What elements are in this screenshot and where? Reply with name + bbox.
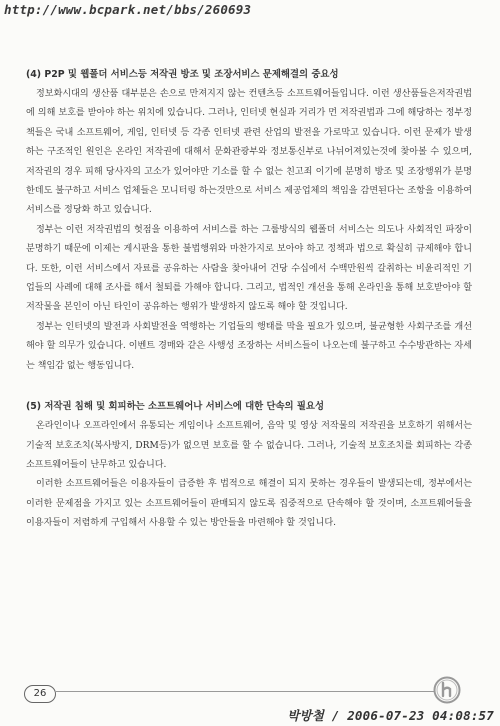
footer-divider <box>56 691 434 692</box>
source-url: http://www.bcpark.net/bbs/260693 <box>4 2 252 17</box>
paragraph: 정보화시대의 생산품 대부분은 손으로 만져지지 않는 컨텐츠등 소프트웨어들입니다. 이런 생산품들은저작권법에 의해 보호를 받아야 하는 위치에 있습니다. 그러나, 인터넷 현실과 거리가 먼 저작권법과 그에 해당하는 정부정책들은 국내 소프트웨어, 게임, 인터넷 등 각종 인터넷 관련 산업의 발전을 가로막고 있습니다. 이런 문제가 발생하는 구조적인 원인은 온라인 저작권에 대해서 문화관광부와 정보통신부로 나뉘어져있는것에 찾아볼 수 있으며, 저작권의 경우 피해 당사자의 고소가 있어야만 기소를 할 수 없는 친고죄 이기에 분명히 방조 및 조장행위가 분명한데도 불구하고 서비스 업체들은 모니터링 하는것만으로 서비스 제공업체의 책임을 감면된다는 조항을 이용하여 서비스를 정당화 하고 있습니다. <box>26 89 472 216</box>
document-body <box>26 68 472 534</box>
paragraph: 정부는 이런 저작권법의 헛점을 이용하여 서비스를 하는 그룹방식의 웹폴더 서비스는 의도나 사회적인 파장이 분명하기 때문에 이제는 게시판을 통한 불법행위와 마찬가지로 보아야 하고 정책과 법으로 확실히 규제해야 합니다. 또한, 이런 서비스에서 자료를 공유하는 사람을 찾아내어 건당 수십에서 수백만원씩 갈취하는 비윤리적인 기업들의 사례에 대해 조사를 해서 철퇴를 가해야 합니다. 그리고, 법적인 개선을 통해 온라인을 통해 보호받아야 할 저작물을 본인이 아닌 타인이 공유하는 행위가 발생하지 않도록 해야 할 것입니다. <box>26 224 472 313</box>
page-number-badge <box>24 681 56 703</box>
paragraph: 이러한 소프트웨어들은 이용자들이 급증한 후 법적으로 해결이 되지 못하는 경우들이 발생되는데, 정부에서는 이러한 문제점을 가지고 있는 소프트웨어들이 판매되지 않도록 집중적으로 단속해야 할 것이며, 소프트웨어들을 이용자들이 저렴하게 구입해서 사용할 수 있는 방안들을 마련해야 할 것입니다. <box>26 479 472 529</box>
watermark-text: 박방철 / 2006-07-23 04:08:57 <box>287 708 494 723</box>
paragraph: 정부는 인터넷의 발전과 사회발전을 역행하는 기업들의 행태를 막을 필요가 있으며, 불균형한 사회구조를 개선해야 할 의무가 있습니다. 이벤트 경매와 같은 사행성 조장하는 서비스들이 나오는데 불구하고 수수방관하는 자세는 책임감 없는 행동입니다. <box>26 321 472 371</box>
section-software-enforcement <box>26 400 472 533</box>
section-heading: (4) P2P 및 웹폴더 서비스등 저작권 방조 및 조장서비스 문제해결의 중요성 <box>26 69 339 80</box>
h-circle-logo-icon <box>433 676 461 704</box>
section-p2p-webfolder <box>26 68 472 376</box>
page-number: 26 <box>24 685 56 703</box>
paragraph: 온라인이나 오프라인에서 유통되는 게임이나 소프트웨어, 음악 및 영상 저작물의 저작권을 보호하기 위해서는 기술적 보호조치(복사방지, DRM등)가 없으면 보호를 할 수 없습니다. 그러나, 기술적 보호조치를 회피하는 각종 소프트웨어들이 난무하고 있습니다. <box>26 421 472 470</box>
section-heading: (5) 저작권 침해 및 회피하는 소프트웨어나 서비스에 대한 단속의 필요성 <box>26 401 325 413</box>
